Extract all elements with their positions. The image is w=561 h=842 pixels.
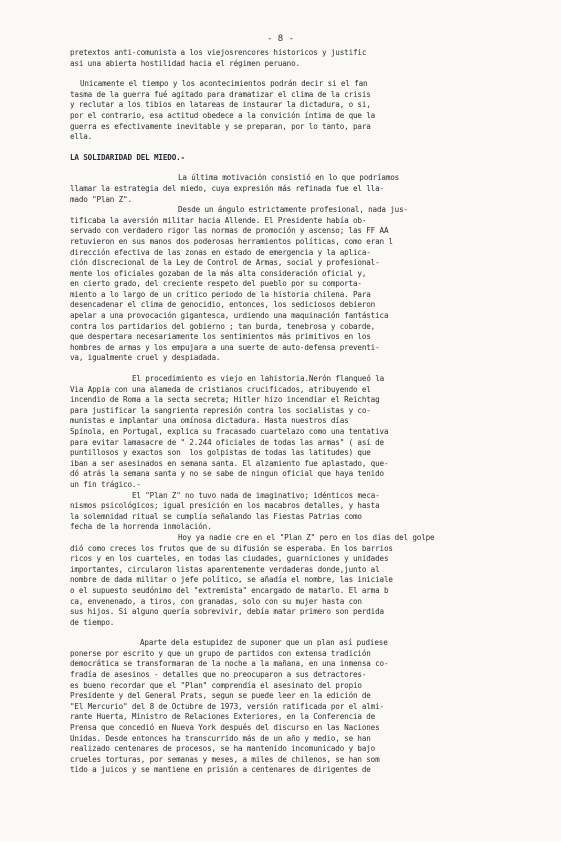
text-line: mente los oficiales gozaban de la más alta consideración oficial y, bbox=[70, 268, 367, 278]
text-line: ca, envenenado, a tiros, con granadas, solo con su mujer hasta con bbox=[70, 596, 362, 606]
text-line: Spínola, en Portugal, explica su fracasado cuartelazo como una tentativa bbox=[70, 427, 389, 436]
text-line: fecha de la horrenda inmolación. bbox=[70, 522, 212, 532]
text-line: "El Mercurio" del 8 de Octubre de 1973, versión ratificada por el almi- bbox=[70, 701, 384, 711]
text-line: dó atrás la semana santa y no se sabe de ningun oficial que haya tenido bbox=[70, 469, 384, 479]
text-line: incendio de Roma a la secta secreta; Hitler hizo incendiar el Reichtag bbox=[70, 395, 380, 405]
text-line: pretextos anti-comunista a los viejosrencores historicos y justific bbox=[70, 48, 367, 57]
text-line: importantes, circularon listas aparentemente verdaderas donde,junto al bbox=[70, 564, 380, 574]
text-line: ella. bbox=[70, 132, 93, 142]
text-line: asi una abierta hostilidad hacia el régimen peruano. bbox=[70, 58, 300, 68]
text-line: El "Plan Z" no tuvo nada de imaginativo; idénticos meca- bbox=[132, 490, 380, 500]
text-line: tido a juicos y se mantiene en prisión a centenares de dirigentes de bbox=[70, 765, 371, 775]
text-line: crueles torturas, por semanas y meses, a miles de chilenos, se han som bbox=[70, 754, 380, 764]
text-line: ricos y en los cuarteles, en todas las ciudades, guarniciones y unidades bbox=[70, 554, 389, 564]
text-line: guerra es efectivamente inevitable y se preparan, por lo tanto, para bbox=[70, 121, 371, 131]
text-line: miento a lo largo de un crítico periodo de la historia chilena. Para bbox=[70, 289, 371, 299]
text-line: realizado centenares de procesos, se ha mantenido incomunicado y bajo bbox=[70, 744, 376, 754]
text-line: ponerse por escrito y que un grupo de partidos con extensa tradición bbox=[70, 648, 371, 658]
text-line: para evitar lamasacre de " 2.244 oficiales de todas las armas" ( así de bbox=[70, 437, 384, 447]
text-line: va, igualmente cruel y despiadada. bbox=[70, 353, 221, 363]
text-line: hombres de armas y los empujara a una suerte de auto-defensa preventi- bbox=[70, 342, 380, 352]
text-line: munistas e implantar una omínosa dictadura. Hasta nuestros días bbox=[70, 416, 349, 426]
text-line: ción discrecional de la Ley de Control de Armas, social y profesional- bbox=[70, 258, 380, 268]
text-line: que despertara necesariamente los sentimientos más primitivos en los bbox=[70, 332, 371, 342]
text-line: por el contrario, esa actitud obedece a la convición íntima de que la bbox=[70, 110, 376, 120]
text-line: Desde un ángulo estrictamente profesional, nada jus- bbox=[178, 205, 408, 215]
document-body bbox=[70, 48, 510, 776]
text-line: la solemnidad ritual se cumplía señalando las Fiestas Patrias como bbox=[70, 511, 362, 521]
text-line: o el supuesto seudónimo del "extremista" encargado de matarlo. El arma b bbox=[70, 585, 389, 595]
text-line: dió como creces los frutos que de su difusión se esperaba. En los barrios bbox=[70, 543, 393, 553]
text-line: es bueno recordar que el "Plan" comprendía el asesinato del propio bbox=[70, 680, 362, 690]
section-heading: LA SOLIDARIDAD DEL MIEDO.- bbox=[70, 152, 185, 162]
text-line: apelar a una provocación gigantesca, urdiendo una maquinación fantástica bbox=[70, 311, 389, 321]
page-number: - 8 - bbox=[266, 34, 295, 44]
text-line: Prensa que concedió en Nueva York después del discurso en las Naciones bbox=[70, 723, 380, 733]
text-line: Unicamente el tiempo y los acontecimientos podrán decir si el fan bbox=[80, 79, 368, 89]
text-line: tificaba la aversión militar hacia Allende. El Presidente había ob- bbox=[70, 215, 367, 225]
text-line: dirección efectiva de las zonas en estado de emergencia y la aplica- bbox=[70, 247, 371, 257]
text-line: llamar la estrategia del miedo, cuya expresión más refinada fue el lla- bbox=[70, 183, 384, 193]
text-line: contra los partidarios del gobierno ; tan burda, tenebrosa y cobarde, bbox=[70, 321, 376, 331]
text-line: desencadenar el clima de genocidio, entonces, los sediciosos debieron bbox=[70, 300, 376, 310]
text-line: La última motivación consistió en lo que podríamos bbox=[178, 173, 400, 183]
text-line: en cierto grado, del creciente respeto del pueblo por su comporta- bbox=[70, 279, 362, 289]
text-line: rante Huerta, Ministro de Relaciones Exteriores, en la Conferencia de bbox=[70, 712, 376, 722]
text-line: y reclutar a los tibios en latareas de instaurar la dictadura, o si, bbox=[70, 100, 371, 110]
text-line: iban a ser asesinados en semana santa. El alzamiento fue aplastado, que- bbox=[70, 458, 389, 468]
text-line: un fin trágico.- bbox=[70, 479, 141, 489]
text-line: Via Appia con una alameda de cristianos crucificados, atribuyendo el bbox=[70, 384, 371, 394]
text-line: puntillosos y exactos son los golpistas de todas las latitudes) que bbox=[70, 448, 371, 458]
text-line: servado con verdadero rigor las normas de promoción y ascenso; las FF AA bbox=[70, 226, 389, 236]
text-line: Presidente y del General Prats, segun se puede leer en la edición de bbox=[70, 691, 371, 701]
text-line: para justificar la sangrienta represión contra los socialistas y co- bbox=[70, 405, 371, 415]
text-line: tasma de la guerra fué agitado para dramatizar el clima de la crisis bbox=[70, 89, 371, 99]
text-line: democrática se transformaran de la noche a la mañana, en una inmensa co- bbox=[70, 659, 389, 669]
text-line: nombre de dada militar o jefe político, se añadía el nombre, las iniciale bbox=[70, 575, 393, 585]
text-line: nismos psicológicos; igual presición en los macabros detalles, y hasta bbox=[70, 501, 380, 511]
text-line: fradía de asesinos - detalles que no preocuparon a sus detractores- bbox=[70, 670, 367, 680]
text-line: Unidas. Desde entonces ha transcurrido más de un año y medio, se han bbox=[70, 733, 371, 743]
text-line: Aparte dela estupidez de suponer que un plan así pudiese bbox=[140, 638, 388, 648]
text-line: mado "Plan Z". bbox=[70, 194, 132, 204]
text-line: sus hijos. Si alguno quería sobrevivir, debía matar primero son perdida bbox=[70, 607, 384, 617]
text-line: de tiempo. bbox=[70, 617, 115, 627]
text-line: El procedimiento es viejo en lahistoria.Nerón flanqueó la bbox=[132, 374, 385, 384]
text-line: retuvieron en sus manos dos poderosas herramientos políticas, como eran l bbox=[70, 236, 393, 246]
text-line: Hoy ya nadie cre en el "Plan Z" pero en los días del golpe bbox=[178, 532, 435, 542]
